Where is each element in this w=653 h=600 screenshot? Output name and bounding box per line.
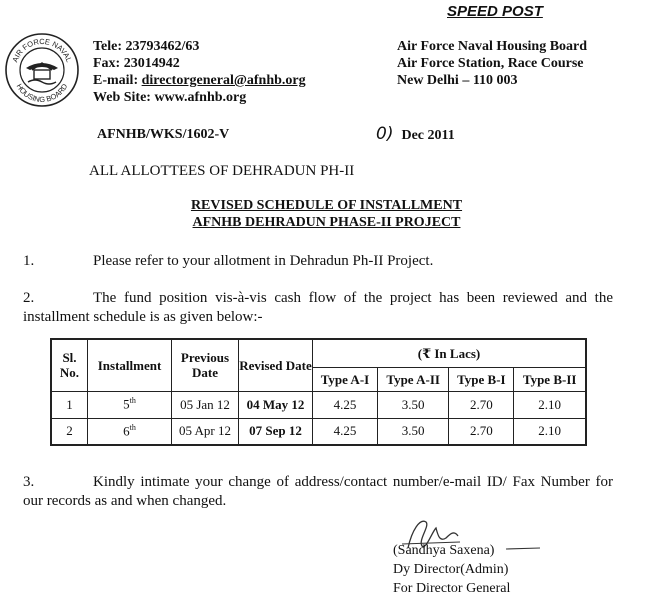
header-type-a1: Type A-I <box>313 367 378 391</box>
email-line <box>93 72 306 89</box>
paragraph-text: The fund position vis-à-vis cash flow of the project has been reviewed and the installment schedule is as given below:- <box>23 290 613 325</box>
paragraph-number: 3. <box>23 474 35 490</box>
fax: Fax: 23014942 <box>93 56 180 71</box>
cell-type-b2: 2.10 <box>514 391 586 418</box>
subject-line-1: REVISED SCHEDULE OF INSTALLMENT <box>190 198 463 213</box>
signatory-on-behalf: For Director General <box>393 581 511 596</box>
cell-type-b2: 2.10 <box>514 418 586 445</box>
cell-installment <box>88 418 172 445</box>
seal-top-text: AIR FORCE NAVAL <box>10 36 74 64</box>
cell-previous-date: 05 Apr 12 <box>172 418 239 445</box>
recipient: ALL ALLOTTEES OF DEHRADUN PH-II <box>89 163 355 179</box>
email-link[interactable]: directorgeneral@afnhb.org <box>141 73 306 88</box>
header-revised-date: Revised Date <box>239 339 313 391</box>
website: Web Site: www.afnhb.org <box>93 90 247 105</box>
address-line-3: New Delhi – 110 003 <box>397 73 518 88</box>
address-line-1: Air Force Naval Housing Board <box>397 39 588 54</box>
address-block <box>397 38 587 89</box>
date-day-handwritten: 0) <box>376 124 394 144</box>
header-previous-date: Previous Date <box>172 339 239 391</box>
reference-number: AFNHB/WKS/1602-V <box>97 127 230 142</box>
cell-installment <box>88 391 172 418</box>
header-amount-group: (₹ In Lacs) <box>313 339 587 367</box>
installment-number: 6 <box>123 423 130 439</box>
cell-sl: 2 <box>51 418 88 445</box>
paragraph-text: Please refer to your allotment in Dehradun Ph-II Project. <box>93 253 434 269</box>
cell-type-a2: 3.50 <box>377 391 449 418</box>
cell-revised-date: 04 May 12 <box>239 391 313 418</box>
seal-bottom-text: HOUSING BOARD <box>14 82 70 105</box>
installment-number: 5 <box>123 396 130 412</box>
header-type-b1: Type B-I <box>449 367 514 391</box>
cell-sl: 1 <box>51 391 88 418</box>
header-installment: Installment <box>88 339 172 391</box>
afnhb-seal-icon <box>4 32 80 108</box>
email-label: E-mail: <box>93 73 142 88</box>
address-line-2: Air Force Station, Race Course <box>397 56 584 71</box>
date-month-year: Dec 2011 <box>401 128 455 143</box>
paragraph-number: 1. <box>23 253 35 269</box>
header-sl-no: Sl. No. <box>51 339 88 391</box>
cell-type-a1: 4.25 <box>313 391 378 418</box>
header-type-b2: Type B-II <box>514 367 586 391</box>
table-row <box>51 391 586 418</box>
paragraph-text: Kindly intimate your change of address/contact number/e-mail ID/ Fax Number for our records as and when changed. <box>23 474 613 509</box>
cell-type-a2: 3.50 <box>377 418 449 445</box>
letter-date <box>376 124 455 144</box>
signature-block <box>393 541 510 598</box>
telephone: Tele: 23793462/63 <box>93 39 200 54</box>
cell-type-a1: 4.25 <box>313 418 378 445</box>
paragraph-1 <box>23 252 613 271</box>
signatory-designation: Dy Director(Admin) <box>393 562 509 577</box>
cell-type-b1: 2.70 <box>449 418 514 445</box>
cell-type-b1: 2.70 <box>449 391 514 418</box>
header-type-a2: Type A-II <box>377 367 449 391</box>
installment-ordinal: th <box>129 396 136 406</box>
contact-block <box>93 38 306 106</box>
subject-line-2: AFNHB DEHRADUN PHASE-II PROJECT <box>192 215 461 230</box>
signatory-name: (Sandhya Saxena) <box>393 543 495 558</box>
speed-post-label: SPEED POST <box>447 3 543 20</box>
cell-revised-date: 07 Sep 12 <box>239 418 313 445</box>
paragraph-number: 2. <box>23 290 35 306</box>
paragraph-3 <box>23 473 613 511</box>
installment-schedule-table <box>50 338 587 446</box>
paragraph-2 <box>23 289 613 327</box>
table-row <box>51 418 586 445</box>
cell-previous-date: 05 Jan 12 <box>172 391 239 418</box>
installment-ordinal: th <box>129 423 136 433</box>
